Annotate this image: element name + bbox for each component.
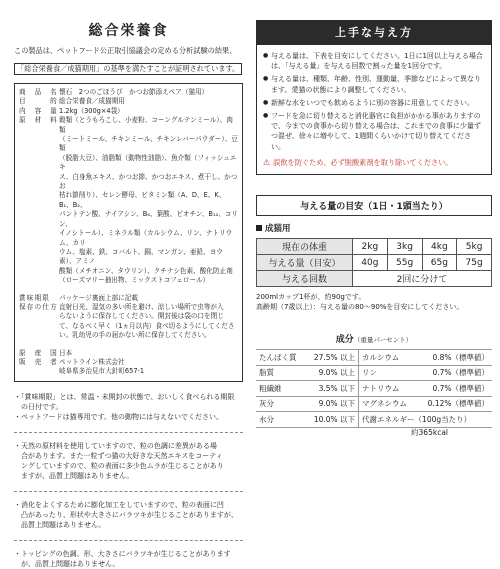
weight-cell: 5kg bbox=[457, 239, 492, 255]
spec-value: い。乳幼児の手の届かない所に保存してください。 bbox=[59, 331, 211, 340]
feed-item bbox=[263, 51, 485, 71]
composition-title: 成分（重量パーセント） bbox=[335, 335, 413, 346]
spec-row bbox=[19, 276, 238, 285]
amount-cell: 55g bbox=[387, 255, 422, 271]
spec-box bbox=[14, 83, 243, 382]
note-line: ・トッピングの色調、形、大きさにバラツキが生じることがあります bbox=[14, 549, 231, 558]
spec-key bbox=[19, 154, 59, 173]
nutrient-name: 水分 bbox=[256, 412, 305, 428]
note-line: の日付です。 bbox=[14, 402, 63, 411]
nutrient-value: 0.7%（標準値） bbox=[416, 365, 492, 381]
spec-row bbox=[19, 97, 238, 106]
spec-key: 原 材 料 bbox=[19, 116, 58, 125]
nutrient-name: 粗繊維 bbox=[256, 381, 305, 397]
nutrient-value: 9.0% 以上 bbox=[305, 365, 359, 381]
spec-row bbox=[19, 154, 238, 173]
amount-cell: 65g bbox=[422, 255, 457, 271]
spec-key: 賞味期限 bbox=[19, 293, 51, 302]
note-line: ングしていますので、粒の表面に多少色ムラが生じることがあり bbox=[14, 461, 224, 470]
spec-value: ペットライン株式会社 bbox=[59, 357, 125, 366]
spec-row bbox=[19, 248, 238, 267]
energy-value: 約365kcal bbox=[411, 427, 448, 437]
nutrient-value: 9.0% 以下 bbox=[305, 396, 359, 412]
spec-gap bbox=[19, 341, 238, 349]
spec-key bbox=[19, 331, 59, 340]
intro-line-1: この製品は、ペットフード公正取引協議会の定める分析試験の結果、 bbox=[14, 46, 237, 55]
spec-key bbox=[19, 322, 59, 331]
composition-row bbox=[256, 381, 492, 397]
composition-row bbox=[256, 350, 492, 366]
spec-key bbox=[19, 267, 59, 276]
note-line: が、品質上問題はありません。 bbox=[14, 559, 120, 568]
spec-row bbox=[19, 322, 238, 331]
amount-cell: 75g bbox=[457, 255, 492, 271]
composition-row bbox=[256, 412, 492, 428]
nutrient-name: ナトリウム bbox=[359, 381, 417, 397]
senior-note: 高齢期（7歳以上）：与える量の80〜90%を目安にしてください。 bbox=[256, 303, 464, 312]
spec-value: 岐阜県多治見市大針町657-1 bbox=[59, 367, 145, 376]
adult-label: 成猫用 bbox=[256, 222, 492, 234]
left-panel bbox=[0, 0, 246, 568]
composition-table bbox=[256, 349, 492, 428]
nutrient-value: 0.8%（標準値） bbox=[416, 350, 492, 366]
spec-value: 総合栄養食／成猫期用 bbox=[59, 97, 125, 106]
dashed-divider bbox=[14, 491, 243, 492]
weight-label: 現在の体重 bbox=[257, 239, 353, 255]
feed-text: 新鮮な水をいつでも飲めるように別の容器に用意してください。 bbox=[271, 98, 474, 107]
spec-value: イノシトール）、ミネラル類（カルシウム、リン、ナトリウム、カリ bbox=[59, 229, 233, 247]
spec-value: 枯れ節削り）、セレン酵母、ビタミン類（A、D、E、K、B₁、B₂、 bbox=[59, 191, 226, 209]
spec-key bbox=[19, 367, 59, 376]
times-cell: 2回に分けて bbox=[353, 271, 492, 287]
spec-value: （ローズマリー抽出物、ミックストコフェロール） bbox=[59, 276, 210, 285]
spec-value: らないように保存してください。開封後は袋の口を閉じ bbox=[59, 312, 224, 321]
dashed-divider bbox=[14, 540, 243, 541]
nutrient-value: 0.12%（標準値） bbox=[416, 396, 492, 412]
spec-key bbox=[19, 135, 59, 154]
nutrient-name: たんぱく質 bbox=[256, 350, 305, 366]
note-line: 品質上問題はありません。 bbox=[14, 520, 106, 529]
note-line: ・ペットフードは猫専用です。他の動物には与えないでください。 bbox=[14, 412, 224, 421]
note-line: 合があります。また一粒ずつ猫の大好きな天然エキスをコーティ bbox=[14, 451, 223, 460]
note-line: ・「賞味期限」とは、常温・未開封の状態で、おいしく食べられる期限 bbox=[14, 392, 235, 401]
note-line: 凸があったり、形状や大きさにバラツキが生じることがありますが、 bbox=[14, 510, 238, 519]
nutrient-name: カルシウム bbox=[359, 350, 417, 366]
nutrient-value: 10.0% 以下 bbox=[305, 412, 359, 428]
nutrient-name: 脂質 bbox=[256, 365, 305, 381]
spec-row bbox=[19, 331, 238, 340]
spec-row bbox=[19, 88, 238, 97]
nutrient-name: マグネシウム bbox=[359, 396, 417, 412]
spec-value: ウム、塩素、鉄、コバルト、銅、マンガン、亜鉛、ヨウ素）、アミノ bbox=[59, 247, 223, 266]
spec-gap bbox=[19, 286, 238, 294]
cup-note: 200mlカップ1杯が、約90gです。 bbox=[256, 293, 366, 302]
bullet-icon: ● bbox=[263, 112, 269, 120]
spec-row bbox=[19, 210, 238, 229]
spec-key bbox=[19, 276, 59, 285]
spec-row bbox=[19, 294, 238, 303]
feed-text: フードを急に切り替えると消化器官に負担がかかる事がありますので、今までの食事から切り替える場合は、これまでの食事に少量ずつ混ぜ、徐々に増やして、1週間くらいかけて切り替えてください。 bbox=[271, 112, 481, 151]
composition-row bbox=[256, 396, 492, 412]
nutrient-name: 灰分 bbox=[256, 396, 305, 412]
note-line: ・消化をよくするために膨化加工をしていますので、粒の表面に凹 bbox=[14, 500, 224, 509]
intro-line-2: 「総合栄養食／成猫期用」の基準を満たすことが証明されています。 bbox=[14, 63, 242, 75]
note-block bbox=[14, 500, 243, 530]
spec-value: て、なるべく早く（1ヵ月以内）食べ切るようにしてくださ bbox=[59, 321, 235, 330]
amount-cell: 40g bbox=[353, 255, 388, 271]
spec-key bbox=[19, 173, 59, 192]
spec-value: 日本 bbox=[59, 348, 73, 357]
note-block bbox=[14, 392, 243, 422]
feed-item bbox=[263, 111, 485, 152]
spec-value: 懐石 2つのごほうび かつお節添えペア（猫用） bbox=[59, 88, 209, 96]
times-label: 与える回数 bbox=[257, 271, 353, 287]
spec-key: 原 産 国 bbox=[19, 348, 58, 357]
right-panel bbox=[250, 0, 500, 500]
dashed-divider bbox=[14, 432, 243, 433]
spec-value: パントテン酸、ナイアシン、B₆、葉酸、ビオチン、B₁₂、コリン、 bbox=[59, 210, 239, 228]
spec-row bbox=[19, 191, 238, 210]
spec-key: 販 売 者 bbox=[19, 357, 58, 366]
note-line: ますが、品質上問題はありません。 bbox=[14, 471, 134, 480]
spec-value: 直射日光、湿気の多い所を避け、涼しい場所で虫等が入 bbox=[59, 302, 224, 311]
guide-header: 与える量の目安（1日・1頭当たり） bbox=[256, 195, 492, 216]
feed-text: 与える量は、下表を目安にしてください。1日に1回以上与える場合は、「与える量」を与える回数で割った量を1回分です。 bbox=[271, 52, 483, 71]
warning-text: 誤飲を防ぐため、必ず脱酸素剤を取り除いてください。 bbox=[273, 157, 453, 167]
spec-row bbox=[19, 303, 238, 312]
note-line: ・天然の原材料を使用していますので、粒の色調に差異がある場 bbox=[14, 441, 217, 450]
spec-value: 酸類（メチオニン、タウリン）、クチナシ色素、酸化防止剤 bbox=[59, 266, 233, 275]
feeding-box bbox=[256, 44, 492, 175]
warning-row bbox=[263, 158, 485, 168]
spec-value: 穀類（とうもろこし、小麦粉、コーングルテンミール）、肉類 bbox=[59, 116, 233, 134]
weight-cell: 3kg bbox=[387, 239, 422, 255]
spec-row bbox=[19, 135, 238, 154]
spec-row bbox=[19, 349, 238, 358]
page-title: 総合栄養食 bbox=[88, 23, 169, 39]
spec-row bbox=[19, 267, 238, 276]
spec-value: ス、白身魚エキス、かつお節、かつおエキス、煮干し、かつお bbox=[59, 172, 238, 191]
square-bullet-icon bbox=[256, 225, 262, 231]
spec-key bbox=[19, 248, 59, 267]
weight-cell: 2kg bbox=[353, 239, 388, 255]
nutrient-name: 代謝エネルギー（100g当たり） bbox=[359, 412, 492, 428]
amount-label: 与える量（目安） bbox=[257, 255, 353, 271]
spec-value: （脱脂大豆）、油脂類（動物性油脂）、魚介類（フィッシュエキ bbox=[59, 153, 237, 172]
spec-key: 目 的 bbox=[19, 97, 58, 106]
bullet-icon: ● bbox=[263, 52, 269, 59]
bullet-icon: ● bbox=[263, 98, 269, 106]
weight-cell: 4kg bbox=[422, 239, 457, 255]
spec-key: 保存の仕方 bbox=[19, 302, 58, 311]
bullet-icon: ● bbox=[263, 75, 269, 83]
spec-row bbox=[19, 229, 238, 248]
nutrient-name: リン bbox=[359, 365, 417, 381]
spec-row bbox=[19, 312, 238, 321]
feed-text: 与える量は、種類、年齢、性別、運動量、季節などによって異なります。愛猫の状態により調整してください。 bbox=[271, 75, 481, 94]
spec-value: 1.2kg（300g×4袋） bbox=[59, 106, 124, 115]
composition-row bbox=[256, 365, 492, 381]
warning-icon: ⚠ bbox=[263, 157, 271, 167]
spec-key: 商 品 名 bbox=[19, 88, 58, 96]
spec-key bbox=[19, 210, 59, 229]
spec-value: （ミートミール、チキンミール、チキンレバーパウダー）、豆類 bbox=[59, 135, 238, 153]
spec-key bbox=[19, 191, 59, 210]
feed-item bbox=[263, 74, 485, 94]
spec-row bbox=[19, 358, 238, 367]
notes-list bbox=[14, 392, 243, 569]
spec-row bbox=[19, 173, 238, 192]
spec-row bbox=[19, 116, 238, 135]
nutrient-value: 27.5% 以上 bbox=[305, 350, 359, 366]
feeding-header: 上手な与え方 bbox=[256, 20, 492, 44]
spec-row bbox=[19, 107, 238, 116]
feeding-table bbox=[256, 238, 492, 287]
nutrient-value: 0.7%（標準値） bbox=[416, 381, 492, 397]
note-block bbox=[14, 441, 243, 481]
feed-item bbox=[263, 98, 485, 108]
spec-key: 内 容 量 bbox=[19, 106, 58, 115]
spec-key bbox=[19, 229, 59, 248]
spec-key bbox=[19, 312, 59, 321]
spec-row bbox=[19, 367, 238, 376]
nutrient-value: 3.5% 以下 bbox=[305, 381, 359, 397]
spec-value: パッケージ裏面上部に記載 bbox=[59, 293, 138, 302]
note-block bbox=[14, 549, 243, 569]
